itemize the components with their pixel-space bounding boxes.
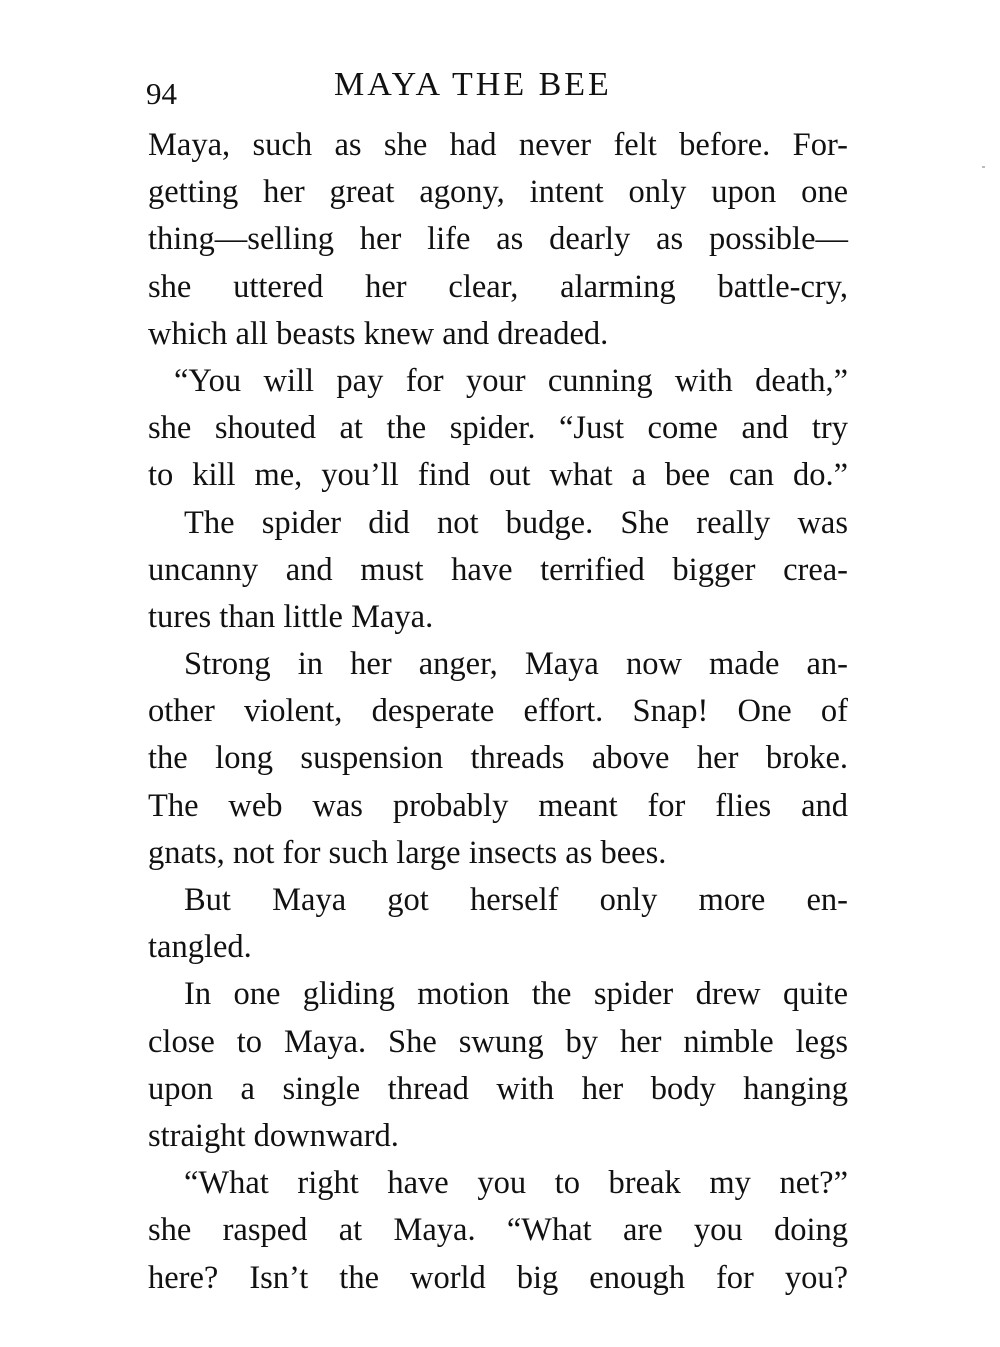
text-line: close to Maya. She swung by her nimble legs — [148, 1023, 848, 1060]
page-header — [146, 62, 846, 112]
text-line: she rasped at Maya. “What are you doing — [148, 1212, 848, 1249]
text-line: she shouted at the spider. “Just come and try — [148, 410, 848, 447]
text-line: “What right have you to break my net?” — [184, 1165, 848, 1202]
text-line: which all beasts knew and dreaded. — [148, 315, 609, 352]
text-line: uncanny and must have terrified bigger crea- — [148, 551, 848, 588]
text-line: getting her great agony, intent only upon one — [148, 174, 848, 211]
text-line: thing—selling her life as dearly as possible— — [148, 221, 848, 258]
text-line: upon a single thread with her body hanging — [148, 1070, 848, 1107]
text-line: tures than little Maya. — [148, 598, 434, 635]
page-number: 94 — [146, 76, 177, 111]
scan-speck — [982, 166, 985, 168]
text-line: she uttered her clear, alarming battle-cry, — [148, 268, 848, 305]
running-title: MAYA THE BEE — [334, 66, 612, 103]
text-line: In one gliding motion the spider drew quite — [184, 976, 848, 1013]
text-line: The web was probably meant for flies and — [148, 787, 848, 824]
text-line: Strong in her anger, Maya now made an- — [184, 646, 848, 683]
text-line: tangled. — [148, 929, 252, 966]
text-line: gnats, not for such large insects as bees. — [148, 834, 667, 871]
text-line: here? Isn’t the world big enough for you? — [148, 1259, 848, 1296]
text-line: other violent, desperate effort. Snap! One of — [148, 693, 848, 730]
text-line: the long suspension threads above her broke. — [148, 740, 848, 777]
text-line: straight downward. — [148, 1117, 399, 1154]
text-line: Maya, such as she had never felt before. For- — [148, 127, 848, 163]
text-line: The spider did not budge. She really was — [184, 504, 848, 541]
body-text — [148, 122, 848, 1302]
text-line: But Maya got herself only more en- — [184, 882, 848, 918]
text-line: to kill me, you’ll find out what a bee can do.” — [148, 457, 848, 494]
text-line: “You will pay for your cunning with death,” — [174, 362, 848, 399]
